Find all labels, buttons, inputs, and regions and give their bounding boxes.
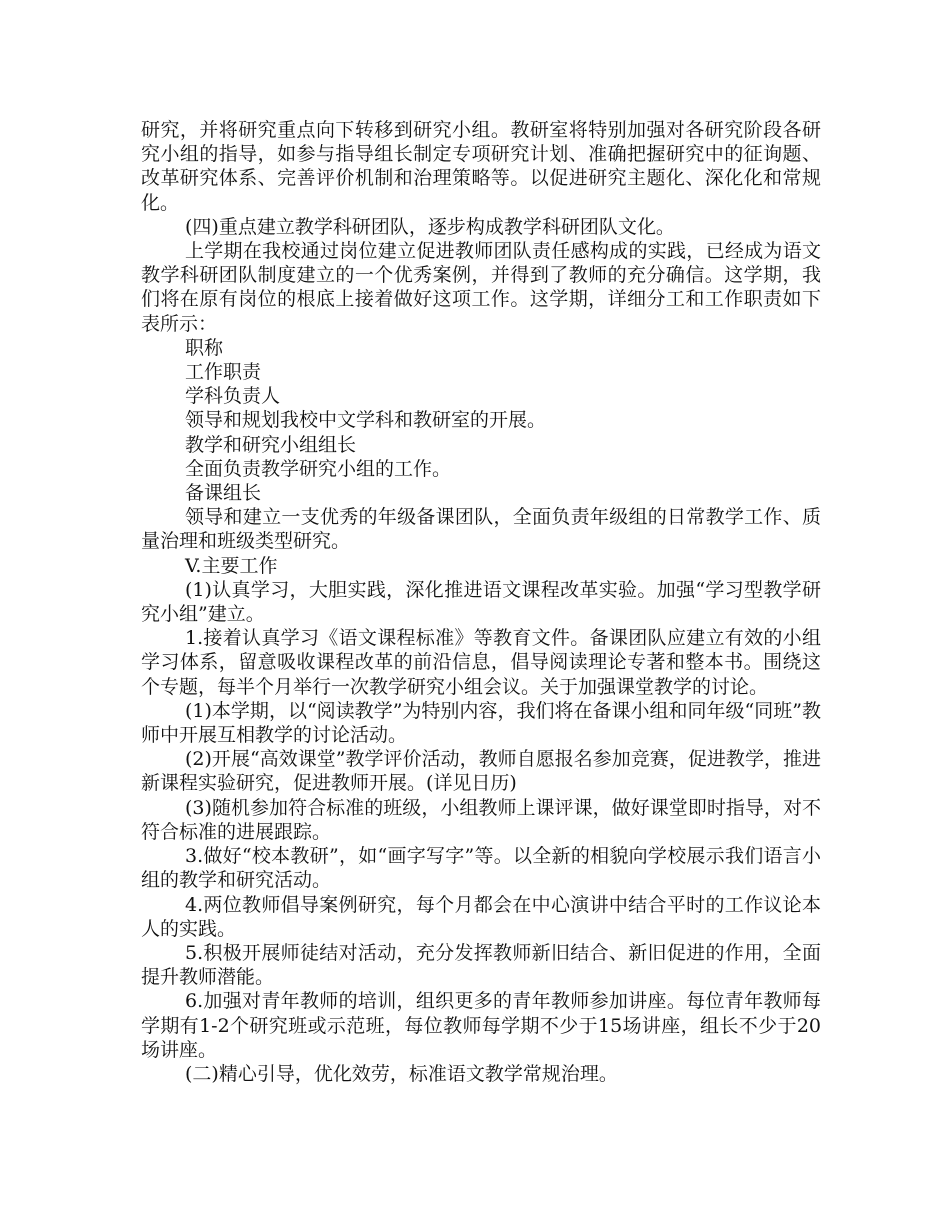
- paragraph: (2)开展“高效课堂”教学评价活动，教师自愿报名参加竞赛，促进教学，推进新课程实验研究，促进教师开展。(详见日历): [141, 748, 821, 795]
- paragraph: 全面负责教学研究小组的工作。: [185, 457, 452, 480]
- paragraph: 研究，并将研究重点向下转移到研究小组。教研室将特别加强对各研究阶段各研究小组的指导，如参与指导组长制定专项研究计划、准确把握研究中的征询题、改革研究体系、完善评价机制和治理策略等。以促进研究主题化、深化化和常规化。: [141, 119, 821, 214]
- document-body: [141, 118, 821, 1086]
- paragraph: 备课组长: [185, 482, 262, 505]
- paragraph: 工作职责: [185, 361, 262, 384]
- paragraph: (1)本学期，以“阅读教学”为特别内容，我们将在备课小组和同年级“同班”教师中开展互相教学的讨论活动。: [141, 699, 821, 747]
- paragraph: (3)随机参加符合标准的班级，小组教师上课评课，做好课堂即时指导，对不符合标准的进展跟踪。: [141, 796, 821, 843]
- paragraph: 教学和研究小组组长: [185, 433, 357, 456]
- paragraph: 4.两位教师倡导案例研究，每个月都会在中心演讲中结合平时的工作议论本人的实践。: [141, 893, 821, 940]
- paragraph: 5.积极开展师徒结对活动，充分发挥教师新旧结合、新旧促进的作用，全面提升教师潜能。: [141, 941, 821, 989]
- paragraph: 领导和规划我校中文学科和教研室的开展。: [185, 409, 547, 432]
- paragraph: 领导和建立一支优秀的年级备课团队，全面负责年级组的日常教学工作、质量治理和班级类型研究。: [141, 506, 821, 553]
- paragraph: 1.接着认真学习《语文课程标准》等教育文件。备课团队应建立有效的小组学习体系，留意吸收课程改革的前沿信息，倡导阅读理论专著和整本书。围绕这个专题，每半个月举行一次教学研究小组会议。关于加强课堂教学的讨论。: [141, 627, 821, 698]
- paragraph: V.主要工作: [185, 554, 278, 577]
- paragraph: 6.加强对青年教师的培训，组织更多的青年教师参加讲座。每位青年教师每学期有1-2个研究班或示范班，每位教师每学期不少于15场讲座，组长不少于20场讲座。: [141, 990, 821, 1061]
- paragraph: 上学期在我校通过岗位建立促进教师团队责任感构成的实践，已经成为语文教学科研团队制度建立的一个优秀案例，并得到了教师的充分确信。这学期，我们将在原有岗位的根底上接着做好这项工作。这学期，详细分工和工作职责如下表所示：: [141, 240, 821, 335]
- paragraph: (1)认真学习，大胆实践，深化推进语文课程改革实验。加强“学习型教学研究小组”建立。: [141, 578, 821, 626]
- paragraph: (二)精心引导，优化效劳，标准语文教学常规治理。: [185, 1062, 618, 1085]
- paragraph: 职称: [185, 336, 224, 359]
- paragraph: (四)重点建立教学科研团队，逐步构成教学科研团队文化。: [185, 215, 675, 238]
- paragraph: 3.做好“校本教研”，如“画字写字”等。以全新的相貌向学校展示我们语言小组的教学和研究活动。: [141, 845, 821, 892]
- paragraph: 学科负责人: [185, 385, 281, 408]
